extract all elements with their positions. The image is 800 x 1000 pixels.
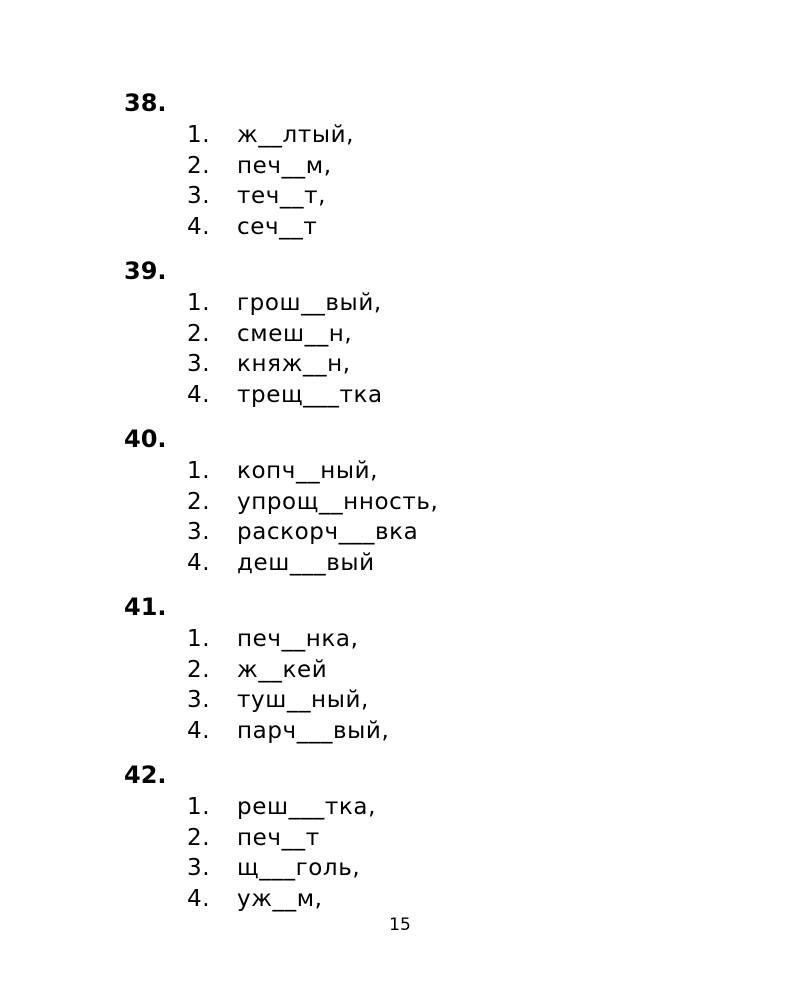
option-word: теч__т,: [237, 183, 327, 209]
option-item: [124, 380, 724, 411]
option-number: 2.: [187, 824, 211, 851]
option-number: 2.: [187, 320, 211, 347]
option-item: [124, 212, 724, 243]
exercise-40: [124, 422, 724, 578]
option-item: [124, 517, 724, 548]
option-word: ж__лтый,: [237, 122, 355, 148]
option-number: 4.: [187, 885, 211, 912]
exercise-39: [124, 254, 724, 410]
option-item: [124, 319, 724, 350]
option-word: раскорч___вка: [237, 519, 419, 545]
option-number: 1.: [187, 122, 211, 148]
option-number: 3.: [187, 351, 211, 377]
option-item: [124, 487, 724, 518]
option-item: [124, 349, 724, 380]
option-word: уж__м,: [237, 885, 323, 912]
option-list: [124, 288, 724, 410]
option-item: [124, 685, 724, 716]
option-number: 4.: [187, 213, 211, 240]
exercise-number: 38.: [124, 89, 167, 117]
exercise-41: [124, 590, 724, 746]
option-item: [124, 181, 724, 212]
option-number: 4.: [187, 381, 211, 408]
option-word: деш___вый: [237, 549, 375, 576]
option-word: трещ___тка: [237, 381, 383, 408]
exercise-number: 41.: [124, 593, 167, 621]
option-number: 3.: [187, 183, 211, 209]
option-word: смеш__н,: [237, 320, 353, 347]
option-item: [124, 853, 724, 884]
option-item: [124, 288, 724, 319]
option-number: 2.: [187, 152, 211, 179]
option-number: 2.: [187, 656, 211, 683]
option-number: 4.: [187, 717, 211, 744]
option-word: княж__н,: [237, 351, 351, 377]
option-number: 1.: [187, 290, 211, 316]
option-word: туш__ный,: [237, 687, 369, 713]
option-number: 4.: [187, 549, 211, 576]
option-word: грош__вый,: [237, 290, 382, 316]
option-number: 1.: [187, 626, 211, 652]
exercise-list: [124, 86, 724, 926]
option-item: [124, 655, 724, 686]
option-list: [124, 792, 724, 914]
option-number: 3.: [187, 519, 211, 545]
option-list: [124, 120, 724, 242]
option-word: щ___голь,: [237, 855, 361, 881]
option-list: [124, 624, 724, 746]
option-item: [124, 624, 724, 655]
exercise-number: 42.: [124, 761, 167, 789]
exercise-42: [124, 758, 724, 914]
option-word: парч___вый,: [237, 717, 390, 744]
page-number: 15: [389, 915, 411, 935]
option-item: [124, 884, 724, 915]
option-list: [124, 456, 724, 578]
option-item: [124, 716, 724, 747]
option-item: [124, 823, 724, 854]
option-item: [124, 548, 724, 579]
option-number: 1.: [187, 794, 211, 820]
option-word: реш___тка,: [237, 794, 376, 820]
exercise-38: [124, 86, 724, 242]
option-number: 2.: [187, 488, 211, 515]
option-number: 3.: [187, 855, 211, 881]
option-item: [124, 456, 724, 487]
option-word: ж__кей: [237, 656, 328, 683]
option-item: [124, 151, 724, 182]
option-item: [124, 120, 724, 151]
option-word: печ__нка,: [237, 626, 359, 652]
option-word: печ__м,: [237, 152, 332, 179]
option-word: сеч__т: [237, 213, 318, 240]
option-word: копч__ный,: [237, 458, 379, 484]
option-number: 1.: [187, 458, 211, 484]
option-word: печ__т: [237, 824, 320, 851]
exercise-number: 39.: [124, 257, 167, 285]
option-item: [124, 792, 724, 823]
option-word: упрощ__нность,: [237, 488, 439, 515]
exercise-number: 40.: [124, 425, 167, 453]
option-number: 3.: [187, 687, 211, 713]
